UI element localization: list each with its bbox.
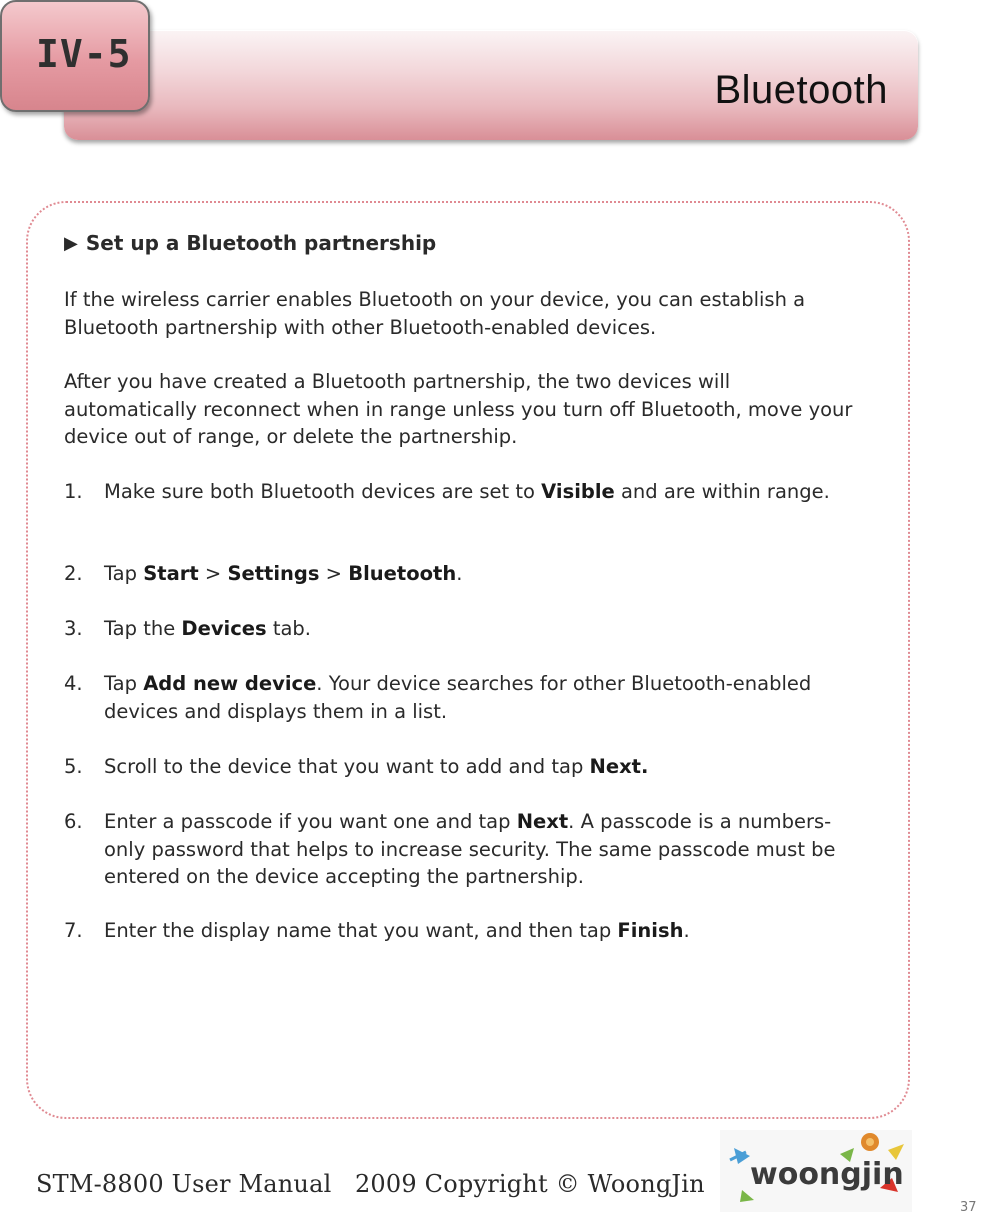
chapter-label: IV-5 — [36, 32, 132, 76]
step-bold: Start — [143, 562, 199, 585]
list-item — [64, 808, 844, 891]
list-item — [64, 753, 844, 781]
list-item — [64, 670, 844, 725]
step-text-part: > — [319, 562, 349, 585]
step-bold: Next. — [589, 755, 649, 778]
note-paragraph: After you have created a Bluetooth partnership, the two devices will automatically reconnect when in range unless you turn off Bluetooth, move your device out of range, or delete the partnership. — [64, 370, 853, 448]
step-text — [104, 917, 844, 945]
step-text-part: Tap — [104, 562, 144, 585]
step-text-part: > — [198, 562, 228, 585]
step-bold: Settings — [227, 562, 320, 585]
step-number: 1. — [64, 480, 83, 503]
step-text-part: Enter a passcode if you want one and tap — [104, 810, 517, 833]
step-text — [104, 753, 844, 781]
step-bold: Bluetooth — [348, 562, 457, 585]
list-item — [64, 560, 844, 588]
step-text — [104, 560, 844, 588]
page-title: Bluetooth — [714, 68, 888, 112]
step-text — [104, 808, 844, 891]
list-item — [64, 478, 844, 506]
step-text-part: Scroll to the device that you want to add and tap — [104, 755, 590, 778]
list-item — [64, 615, 844, 643]
logo-text: woongjin — [750, 1157, 904, 1192]
content — [64, 230, 864, 942]
play-triangle-icon: ▶ — [64, 233, 78, 254]
step-text-part: . Your device searches for other Bluetooth-enabled devices and displays them in a list. — [104, 672, 812, 723]
header-bar — [64, 30, 918, 140]
step-text — [104, 615, 844, 643]
step-number: 3. — [64, 617, 83, 640]
step-text-part: Enter the display name that you want, and then tap — [104, 919, 618, 942]
step-text-part: . — [456, 562, 463, 585]
step-text-part: tab. — [266, 617, 311, 640]
step-bold: Add new device — [143, 672, 317, 695]
step-number: 5. — [64, 755, 83, 778]
step-bold: Visible — [541, 480, 615, 503]
step-text-part: and are within range. — [614, 480, 830, 503]
step-text-part: . — [683, 919, 690, 942]
chapter-tab — [0, 0, 150, 112]
section-heading-text: Set up a Bluetooth partnership — [85, 231, 437, 255]
intro-paragraph: If the wireless carrier enables Bluetooth on your device, you can establish a Bluetooth partnership with other Bluetooth-enabled devices. — [64, 288, 806, 339]
footer-copyright: STM-8800 User Manual 2009 Copyright © WoongJin — [36, 1170, 705, 1198]
step-number: 2. — [64, 562, 83, 585]
step-text-part: Make sure both Bluetooth devices are set to — [104, 480, 542, 503]
step-bold: Devices — [181, 617, 267, 640]
step-number: 6. — [64, 810, 83, 833]
step-bold: Next — [516, 810, 569, 833]
step-bold: Finish — [617, 919, 684, 942]
step-text-part: . A passcode is a numbers-only password that helps to increase security. The same passcode must be entered on the device accepting the partnership. — [104, 810, 836, 888]
section-heading — [64, 230, 864, 258]
step-text — [104, 478, 844, 506]
list-item — [64, 917, 844, 945]
step-text-part: Tap the — [104, 617, 182, 640]
step-number: 7. — [64, 919, 83, 942]
step-text — [104, 670, 844, 725]
woongjin-logo — [720, 1130, 912, 1212]
step-text-part: Tap — [104, 672, 144, 695]
step-number: 4. — [64, 672, 83, 695]
page-number: 37 — [960, 1200, 977, 1215]
